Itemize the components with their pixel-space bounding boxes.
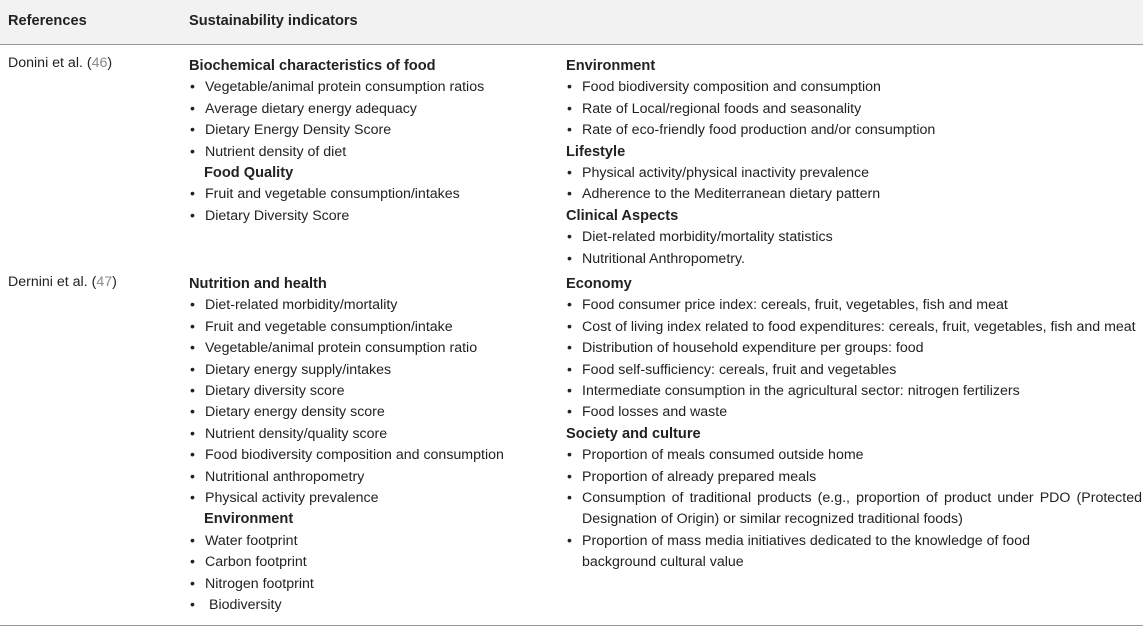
list-item: • Consumption of traditional products (e.g., proportion of product under PDO (Protected Designation of Origin) or similar recognized traditional foods) (567, 490, 1142, 528)
dernini-left-column (189, 274, 549, 616)
list-item: • Food biodiversity composition and consumption (566, 77, 1141, 98)
reference-close: ) (112, 274, 117, 290)
bullet-icon: • (567, 229, 572, 246)
list-item: • Intermediate consumption in the agricultural sector: nitrogen fertilizers (566, 381, 1142, 402)
bullet-icon: • (190, 575, 195, 592)
reference-name: Donini et al. ( (8, 55, 92, 71)
list-item: • Fruit and vegetable consumption/intake (189, 317, 549, 338)
list-item: • Nutritional anthropometry (189, 467, 549, 488)
list-item: • Dietary energy supply/intakes (189, 360, 549, 381)
indicator-list (566, 163, 1141, 206)
list-item: • Nutrient density of diet (189, 142, 549, 163)
list-item: • Rate of eco-friendly food production and/or consumption (566, 120, 1141, 141)
dernini-right-column (566, 274, 1142, 574)
section-heading: Nutrition and health (189, 276, 327, 292)
indicator-list (189, 184, 549, 227)
indicator-list (566, 295, 1142, 423)
section-heading: Lifestyle (566, 143, 626, 160)
list-item: • Adherence to the Mediterranean dietary pattern (566, 184, 1141, 205)
indicator-list (189, 295, 549, 509)
section-heading: Environment (204, 511, 294, 528)
bullet-icon: • (567, 532, 572, 549)
list-item: • Biodiversity (189, 595, 549, 616)
bullet-icon: • (190, 468, 195, 485)
bullet-icon: • (190, 361, 195, 378)
list-item: • Food consumer price index: cereals, fruit, vegetables, fish and meat (566, 295, 1142, 316)
list-item: • Carbon footprint (189, 552, 549, 573)
list-item: • Vegetable/animal protein consumption ratios (189, 77, 549, 98)
list-item: • Diet-related morbidity/mortality statistics (566, 227, 1141, 248)
column-header-references: References (8, 13, 87, 29)
section-heading: Clinical Aspects (566, 207, 679, 224)
bullet-icon: • (567, 165, 572, 181)
list-item: • Dietary energy density score (189, 402, 549, 423)
bullet-icon: • (567, 79, 572, 96)
list-item: • Diet-related morbidity/mortality (189, 295, 549, 316)
bullet-icon: • (567, 383, 572, 400)
bullet-icon: • (190, 597, 195, 614)
indicator-list (189, 531, 549, 617)
list-item: • Proportion of already prepared meals (566, 467, 1142, 488)
indicator-list (566, 227, 1141, 270)
bullet-icon: • (190, 207, 195, 224)
reference-donini (8, 55, 112, 71)
list-item: • Dietary diversity score (189, 381, 549, 402)
reference-name: Dernini et al. ( (8, 274, 97, 290)
bullet-icon: • (190, 122, 195, 139)
bullet-icon: • (567, 122, 572, 139)
list-item: • Average dietary energy adequacy (189, 99, 549, 120)
bullet-icon: • (190, 554, 195, 571)
bullet-icon: • (190, 340, 195, 357)
bullet-icon: • (190, 490, 195, 507)
bullet-icon: • (567, 404, 572, 421)
indicator-list (566, 445, 1142, 573)
bullet-icon: • (190, 297, 195, 314)
column-header-indicators: Sustainability indicators (189, 13, 358, 29)
list-item: • Water footprint (189, 531, 549, 552)
bullet-icon: • (190, 186, 195, 203)
bullet-icon: • (190, 532, 195, 549)
bullet-icon: • (567, 318, 572, 335)
table-bottom-rule (0, 625, 1143, 626)
indicator-list (566, 77, 1141, 141)
header-rule (0, 44, 1143, 45)
list-item: • Distribution of household expenditure per groups: food (566, 338, 1142, 359)
list-item: • Proportion of meals consumed outside home (566, 445, 1142, 466)
list-item: • Proportion of mass media initiatives dedicated to the knowledge of food background cultural value (567, 532, 1030, 571)
bullet-icon: • (567, 447, 572, 464)
bullet-icon: • (567, 100, 572, 117)
bullet-icon: • (190, 100, 195, 117)
reference-number: 47 (96, 274, 113, 290)
bullet-icon: • (567, 186, 572, 203)
bullet-icon: • (190, 318, 195, 335)
list-item: • Cost of living index related to food expenditures: cereals, fruit, vegetables, fish and meat (566, 317, 1142, 338)
list-item: • Physical activity/physical inactivity prevalence (566, 163, 1141, 184)
section-heading: Society and culture (566, 425, 701, 442)
list-item: • Rate of Local/regional foods and seasonality (566, 99, 1141, 120)
bullet-icon: • (567, 297, 572, 314)
list-item: • Food biodiversity composition and consumption (189, 445, 549, 466)
list-item: • Food losses and waste (566, 402, 1142, 423)
list-item: • Physical activity prevalence (189, 488, 549, 509)
list-item: • Nutrient density/quality score (189, 424, 549, 445)
reference-dernini (8, 274, 117, 290)
section-heading: Environment (566, 58, 656, 74)
table-header-background (0, 0, 1143, 44)
bullet-icon: • (567, 340, 572, 357)
bullet-icon: • (190, 79, 195, 96)
list-item: • Dietary Diversity Score (189, 206, 549, 227)
list-item: • Dietary Energy Density Score (189, 120, 549, 141)
section-heading: Food Quality (204, 165, 294, 182)
bullet-icon: • (190, 383, 195, 400)
bullet-icon: • (190, 143, 195, 160)
bullet-icon: • (190, 425, 195, 442)
bullet-icon: • (190, 447, 195, 464)
list-item: • Food self-sufficiency: cereals, fruit and vegetables (566, 360, 1142, 381)
bullet-icon: • (567, 490, 572, 507)
donini-right-column (566, 56, 1141, 270)
indicator-list (189, 77, 549, 163)
bullet-icon: • (567, 468, 572, 485)
bullet-icon: • (567, 361, 572, 378)
section-heading: Biochemical characteristics of food (189, 58, 436, 74)
list-item: • Nutritional Anthropometry. (566, 249, 1141, 270)
section-heading: Economy (566, 276, 632, 292)
list-item: • Fruit and vegetable consumption/intakes (189, 184, 549, 205)
bullet-icon: • (567, 250, 572, 267)
donini-left-column (189, 56, 549, 227)
list-item: • Vegetable/animal protein consumption ratio (189, 338, 549, 359)
bullet-icon: • (190, 404, 195, 421)
reference-close: ) (107, 55, 113, 71)
list-item: • Nitrogen footprint (189, 574, 549, 595)
reference-number: 46 (91, 55, 108, 71)
